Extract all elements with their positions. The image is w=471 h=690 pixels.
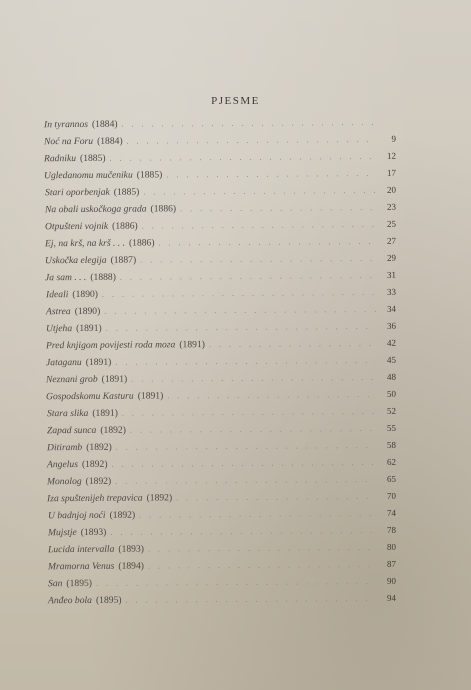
toc-entry-year: (1890) xyxy=(74,305,101,318)
toc-entry-title: Ditiramb xyxy=(46,441,83,454)
toc-leader-dots xyxy=(122,407,376,418)
toc-entry-page: 36 xyxy=(386,320,397,331)
toc-entry xyxy=(46,355,396,368)
toc-entry-page: 33 xyxy=(386,286,397,297)
toc-entry-title: Angelus xyxy=(46,459,78,471)
toc-entry xyxy=(47,491,396,504)
toc-entry-title: U badnjoj noći xyxy=(47,509,106,522)
toc-entry xyxy=(47,474,396,487)
toc-entry-title: Jataganu xyxy=(45,356,82,369)
toc-entry xyxy=(47,440,396,453)
toc-entry-title: Anđeo bola xyxy=(47,594,93,607)
toc-entry xyxy=(44,134,396,147)
toc-entry-page: 90 xyxy=(386,575,397,586)
toc-leader-dots xyxy=(130,424,376,435)
toc-entry-title: Ideali xyxy=(45,289,69,301)
toc-entry-page: 23 xyxy=(386,201,397,212)
toc-leader-dots xyxy=(159,237,377,248)
toc-entry-title: Iza spuštenijeh trepavica xyxy=(46,492,143,505)
toc-entry xyxy=(45,236,396,249)
toc-entry-page: 34 xyxy=(386,303,397,314)
toc-entry-year: (1885) xyxy=(79,152,106,164)
toc-entry-year: (1884) xyxy=(97,135,123,147)
toc-entry-title: San xyxy=(47,578,63,590)
toc-entry-year: (1895) xyxy=(95,594,122,606)
toc-leader-dots xyxy=(115,356,376,367)
toc-leader-dots xyxy=(111,458,376,469)
toc-entry-title: Noć na Foru xyxy=(43,135,94,148)
toc-entry xyxy=(45,219,396,232)
toc-leader-dots xyxy=(102,288,376,299)
toc-entry-title: Stara slika xyxy=(46,407,89,420)
toc-entry xyxy=(47,423,396,436)
toc-entry xyxy=(48,525,396,538)
toc-entry-year: (1891) xyxy=(179,339,205,351)
toc-leader-dots xyxy=(167,390,376,400)
toc-entry xyxy=(46,287,396,300)
toc-entry-title: Monolog xyxy=(46,475,82,488)
toc-entry-page: 27 xyxy=(386,235,397,246)
toc-entry-year: (1894) xyxy=(118,560,144,572)
toc-entry-year: (1892) xyxy=(85,475,112,487)
toc-entry-year: (1887) xyxy=(110,254,137,266)
toc-entry-title: Stari oporbenjak xyxy=(44,186,110,199)
toc-entry-page: 94 xyxy=(386,592,397,603)
toc-entry-year: (1892) xyxy=(100,424,126,436)
toc-entry xyxy=(44,117,396,130)
toc-entry-title: Gospodskomu Kasturu xyxy=(45,390,134,403)
toc-entry-year: (1891) xyxy=(85,356,112,368)
toc-entry-title: Pred knjigom povijesti roda mога xyxy=(45,339,176,352)
toc-entry-page: 42 xyxy=(386,337,397,348)
toc-entry-page: 45 xyxy=(386,354,397,365)
toc-entry-year: (1884) xyxy=(91,118,118,130)
toc-entry-title: Zapad sunca xyxy=(46,424,97,437)
toc-entry-year: (1891) xyxy=(92,407,118,419)
toc-entry-year: (1892) xyxy=(146,492,173,504)
toc-entry xyxy=(46,372,396,385)
toc-entry xyxy=(48,542,396,555)
toc-entry-title: Uskočka elegija xyxy=(44,254,107,267)
toc-entry-year: (1890) xyxy=(72,288,99,301)
toc-entry-title: Neznani grob xyxy=(45,373,98,386)
toc-leader-dots xyxy=(176,492,376,502)
toc-entry-title: Ja sam . . . xyxy=(44,271,87,284)
toc-entry xyxy=(48,576,396,589)
toc-leader-dots xyxy=(106,322,376,333)
toc-entry-page: 17 xyxy=(386,167,397,178)
toc-entry-page: 48 xyxy=(386,371,397,382)
toc-entry-page: 80 xyxy=(386,541,397,552)
toc-entry-title: Mujstje xyxy=(47,527,77,539)
toc-entry xyxy=(44,151,396,164)
toc-entry-title: Mramorna Venus xyxy=(47,560,115,573)
toc-leader-dots xyxy=(143,186,376,197)
toc-leader-dots xyxy=(96,577,376,588)
toc-entry xyxy=(45,185,396,198)
toc-entry-page: 65 xyxy=(386,473,397,484)
toc-entry-year: (1891) xyxy=(137,390,164,402)
toc-entry xyxy=(46,304,396,317)
toc-entry-title: Lucida intervalla xyxy=(47,543,115,556)
toc-entry xyxy=(48,559,396,572)
toc-entry xyxy=(48,508,396,521)
toc-entry xyxy=(47,457,396,470)
toc-entry-year: (1886) xyxy=(112,220,138,232)
toc-entry-year: (1893) xyxy=(80,526,107,538)
toc-entry xyxy=(46,321,396,334)
toc-entry-page: 31 xyxy=(386,269,397,280)
page-title: PJESME xyxy=(211,95,260,107)
toc-entry xyxy=(47,406,396,419)
toc-entry-year: (1895) xyxy=(66,577,93,590)
toc-entry-title: Radniku xyxy=(43,153,77,165)
toc-entry-title: Astrea xyxy=(45,306,71,318)
toc-leader-dots xyxy=(131,373,376,384)
toc-entry-page: 58 xyxy=(386,439,397,450)
toc-leader-dots xyxy=(120,271,376,282)
toc-entry-year: (1885) xyxy=(113,186,140,198)
toc-entry-year: (1891) xyxy=(101,373,128,385)
toc-entry-year: (1892) xyxy=(109,509,136,521)
toc-entry-page: 78 xyxy=(386,524,397,535)
toc-entry xyxy=(45,270,396,283)
toc-entry-title: Ugledanomu mučeniku xyxy=(43,169,133,182)
toc-leader-dots xyxy=(148,543,376,554)
toc-leader-dots xyxy=(104,305,376,316)
toc-leader-dots xyxy=(180,203,376,213)
toc-entry-page: 74 xyxy=(386,507,397,518)
toc-entry-page: 29 xyxy=(386,252,397,263)
toc-leader-dots xyxy=(115,475,376,486)
toc-leader-dots xyxy=(148,560,376,571)
toc-entry-year: (1892) xyxy=(86,441,112,453)
toc-entry-title: In tyrannos xyxy=(43,118,89,131)
toc-leader-dots xyxy=(126,594,377,605)
toc-leader-dots xyxy=(166,169,376,179)
toc-entry-page: 12 xyxy=(386,150,397,161)
toc-entry xyxy=(45,253,396,266)
toc-leader-dots xyxy=(140,254,376,265)
toc-entry-page: 9 xyxy=(391,133,397,144)
toc-entry-title: Otpušteni vojnik xyxy=(44,220,109,233)
toc-leader-dots xyxy=(209,339,376,349)
toc-entry-title: Ej, na krš, na krš . . . xyxy=(44,237,125,250)
toc-leader-dots xyxy=(110,526,376,537)
toc-entry-year: (1891) xyxy=(76,322,102,335)
toc-entry-year: (1886) xyxy=(150,203,177,215)
toc-entry-page: 25 xyxy=(386,218,397,229)
toc-entry-page: 62 xyxy=(386,456,397,467)
toc-entry-year: (1885) xyxy=(136,169,163,181)
toc-leader-dots xyxy=(139,509,376,520)
toc-entry xyxy=(46,338,396,351)
toc-entry-page: 70 xyxy=(386,490,397,501)
toc-entry-title: Na obali uskočkoga grada xyxy=(44,203,147,216)
toc-leader-dots xyxy=(110,152,376,163)
toc-entry xyxy=(45,202,396,215)
toc-entry xyxy=(48,593,396,606)
toc-entry-year: (1892) xyxy=(81,458,108,470)
toc-entry-year: (1888) xyxy=(90,271,116,283)
toc-entry-page: 20 xyxy=(386,184,397,195)
toc-entry-year: (1886) xyxy=(128,237,155,249)
toc-entry-page: 50 xyxy=(386,388,397,399)
toc-entry xyxy=(44,168,396,181)
toc-leader-dots xyxy=(142,220,376,231)
toc-entry xyxy=(46,389,396,402)
toc-entry-page: 87 xyxy=(386,558,397,569)
toc-leader-dots xyxy=(116,441,376,452)
toc-entry-year: (1893) xyxy=(118,543,144,555)
toc-leader-dots xyxy=(122,118,377,129)
toc-leader-dots xyxy=(127,135,376,146)
toc-entry-title: Utjeha xyxy=(45,323,73,335)
toc-entry-page: 52 xyxy=(386,405,397,416)
toc-entry-page: 55 xyxy=(386,422,397,433)
table-of-contents xyxy=(0,118,471,618)
